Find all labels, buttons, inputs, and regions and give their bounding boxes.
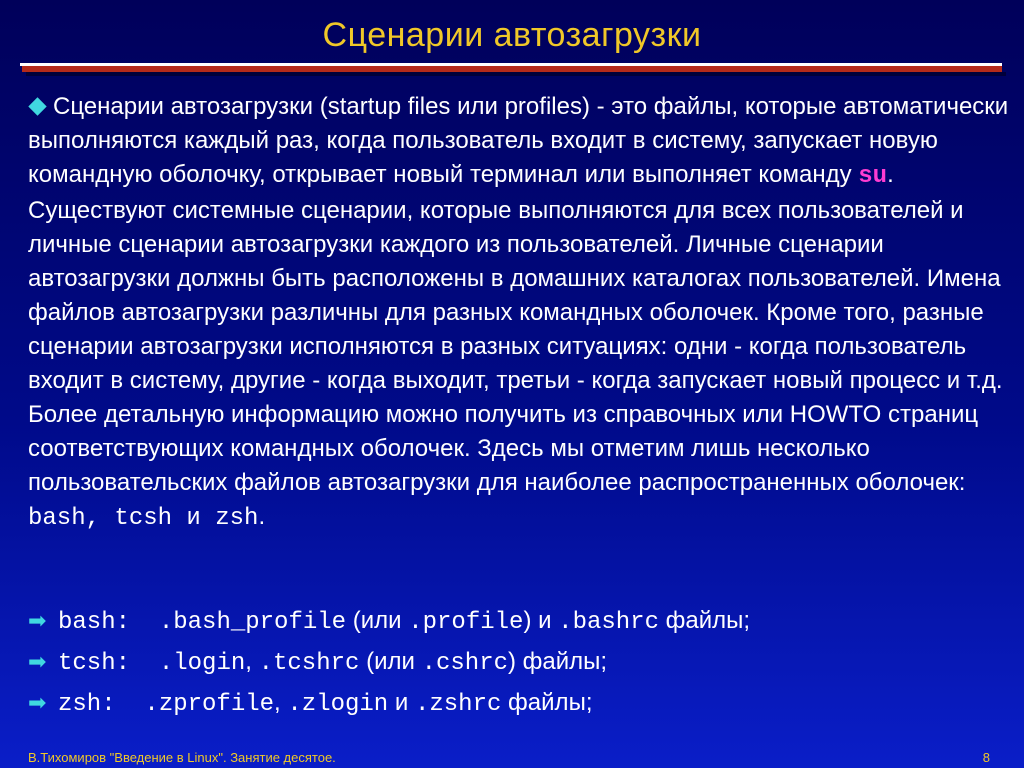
su-command: su (858, 163, 888, 190)
item-file-1: .zprofile (144, 691, 275, 718)
main-content (28, 90, 1018, 536)
item-shell: tcsh: (58, 650, 131, 677)
shell-list: bash, tcsh и zsh (28, 505, 259, 532)
item-tail: ) файлы; (508, 648, 608, 675)
footer-page-number: 8 (982, 750, 990, 765)
main-paragraph (28, 90, 1018, 536)
item-mid-2: ) и (523, 607, 559, 634)
arrow-bullet-icon: ➡ (28, 690, 47, 715)
list-item-tcsh (28, 645, 607, 681)
list-item-zsh (28, 686, 592, 722)
item-mid-2: (или (359, 648, 422, 675)
item-sep (130, 609, 159, 636)
item-file-1: .login (158, 650, 246, 677)
item-tail: файлы; (501, 689, 593, 716)
item-mid: , (274, 689, 288, 716)
item-shell: bash: (58, 609, 131, 636)
title-divider-shadow (26, 72, 1006, 76)
title-divider-bar (22, 66, 1002, 72)
item-mid: (или (346, 607, 409, 634)
item-sep (116, 691, 145, 718)
arrow-bullet-icon: ➡ (28, 649, 47, 674)
paragraph-text-middle: . Существуют системные сценарии, которые выполняются для всех пользователей и личные сценарии автозагрузки каждого из пользователей. Личные сценарии автозагрузки должны быть расположены в домашних каталогах пользователей. Имена файлов автозагрузки различны для разных командных оболочек. Кроме того, разные сценарии автозагрузки исполняются в разных ситуациях: одни - когда пользователь входит в систему, другие - когда выходит, третьи - когда запускает новый процесс и т.д. Более детальную информацию можно получить из справочных или HOWTO страниц соответствующих командных оболочек. Здесь мы отметим лишь несколько пользовательских файлов автозагрузки для наиболее распространенных оболочек: (28, 161, 1003, 496)
item-file-2: .zlogin (287, 691, 389, 718)
item-file-1: .bash_profile (158, 609, 347, 636)
item-file-3: .zshrc (414, 691, 502, 718)
item-file-2: .tcshrc (258, 650, 360, 677)
item-sep (130, 650, 159, 677)
item-mid-2: и (388, 689, 415, 716)
slide-title: Сценарии автозагрузки (322, 16, 702, 54)
footer-author: В.Тихомиров "Введение в Linux". Занятие десятое. (28, 750, 336, 765)
item-file-3: .cshrc (421, 650, 508, 677)
diamond-bullet-icon (28, 97, 46, 115)
arrow-bullet-icon: ➡ (28, 608, 47, 633)
item-mid: , (245, 648, 259, 675)
item-file-3: .bashrc (558, 609, 659, 636)
title-divider (20, 63, 1006, 77)
item-shell: zsh: (58, 691, 116, 718)
item-tail: файлы; (659, 607, 751, 634)
paragraph-text-before: Сценарии автозагрузки (startup files или profiles) - это файлы, которые автоматически выполняются каждый раз, когда пользователь входит в систему, запускает новую командную оболочку, открывает новый терминал или выполняет команду (28, 93, 1009, 188)
paragraph-text-end: . (258, 503, 266, 530)
list-item-bash (28, 604, 750, 640)
item-file-2: .profile (408, 609, 524, 636)
